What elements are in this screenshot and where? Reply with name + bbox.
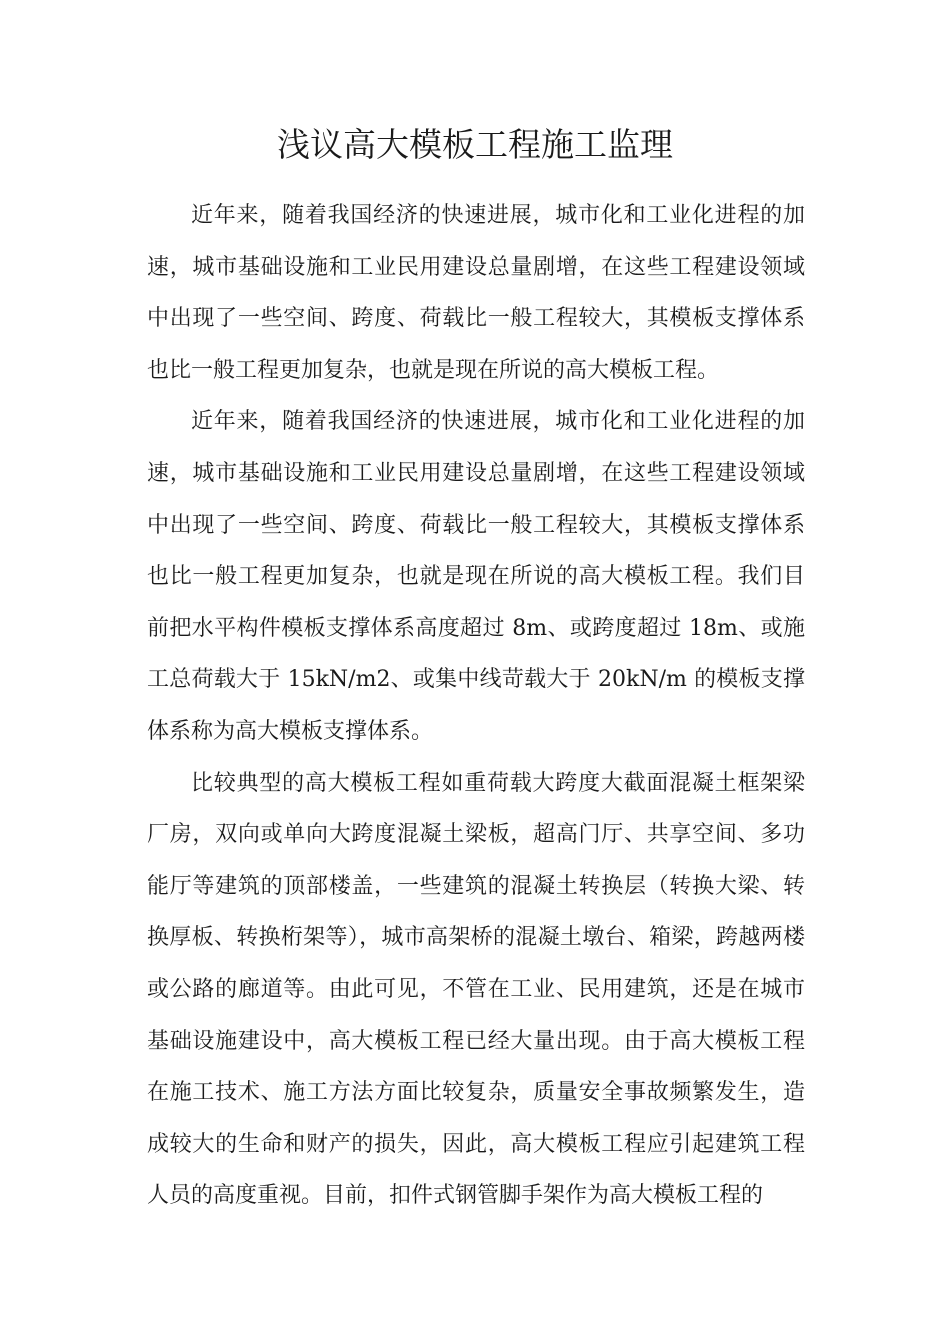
- paragraph-2: 近年来，随着我国经济的快速进展，城市化和工业化进程的加速，城市基础设施和工业民用建设总量剧增，在这些工程建设领域中出现了一些空间、跨度、荷载比一般工程较大，其模板支撑体系也比一般工程更加复杂，也就是现在所说的高大模板工程。我们目前把水平构件模板支撑体系高度超过 8m、或跨度超过 18m、或施工总荷载大于 15kN/m2、或集中线苛载大于 20kN/m 的模板支撑体系称为高大模板支撑体系。: [147, 409, 805, 744]
- document-body: [147, 190, 805, 1222]
- paragraph-3: 比较典型的高大模板工程如重荷载大跨度大截面混凝土框架梁厂房，双向或单向大跨度混凝土梁板，超高门厅、共享空间、多功能厅等建筑的顶部楼盖，一些建筑的混凝土转换层（转换大梁、转换厚板、转换桁架等），城市高架桥的混凝土墩台、箱梁，跨越两楼或公路的廊道等。由此可见，不管在工业、民用建筑，还是在城市基础设施建设中，高大模板工程已经大量出现。由于高大模板工程在施工技术、施工方法方面比较复杂，质量安全事故频繁发生，造成较大的生命和财产的损失，因此，高大模板工程应引起建筑工程人员的高度重视。目前，扣件式钢管脚手架作为高大模板工程的: [147, 770, 805, 1209]
- paragraph-1: 近年来，随着我国经济的快速进展，城市化和工业化进程的加速，城市基础设施和工业民用建设总量剧增，在这些工程建设领域中出现了一些空间、跨度、荷载比一般工程较大，其模板支撑体系也比一般工程更加复杂，也就是现在所说的高大模板工程。: [147, 203, 805, 383]
- document-title: 浅议高大模板工程施工监理: [277, 125, 673, 164]
